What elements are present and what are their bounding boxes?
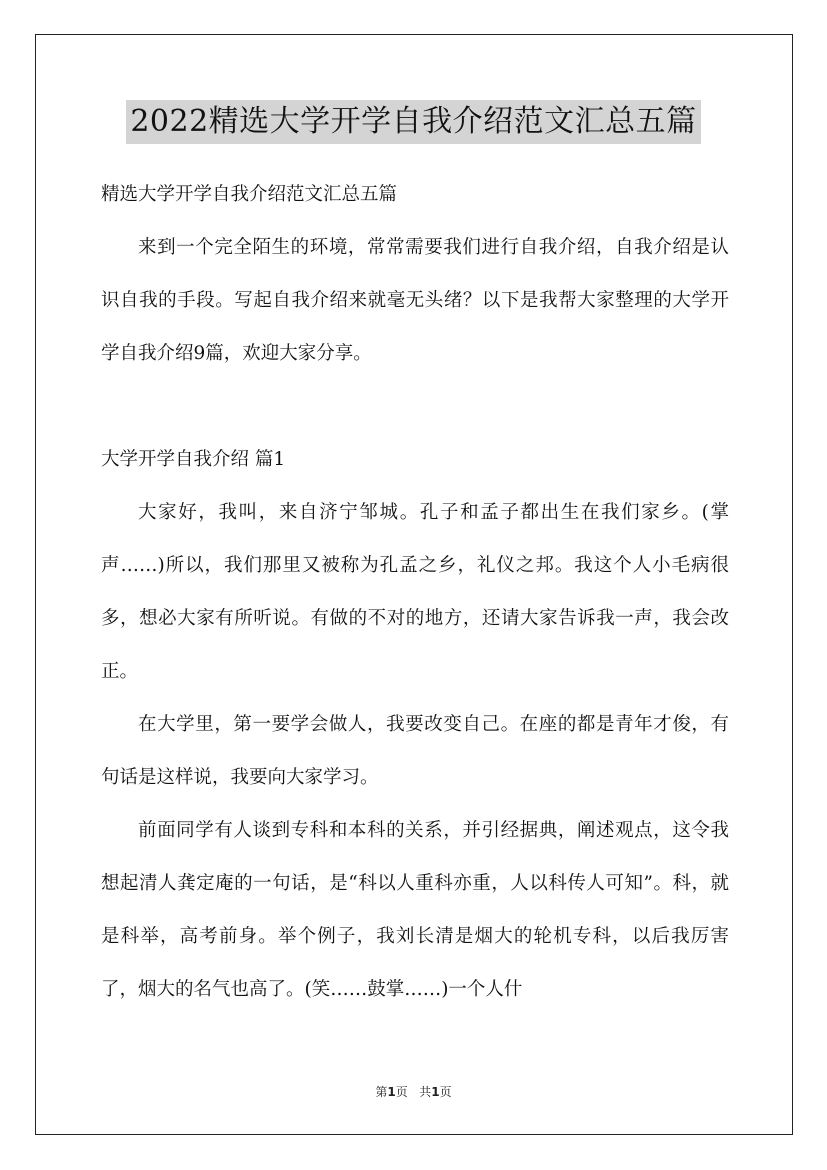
page-label-suffix: 页 (395, 1085, 408, 1099)
section-heading: 大学开学自我介绍 篇1 (101, 449, 286, 470)
page-label-prefix: 第 (375, 1085, 388, 1099)
title-container (0, 100, 827, 144)
page-number: 1 (387, 1085, 396, 1099)
total-pages: 1 (431, 1085, 440, 1099)
page-footer (0, 1083, 827, 1100)
body-paragraph: 前面同学有人谈到专科和本科的关系，并引经据典，阐述观点，这令我想起清人龚定庵的一句话，是“科以人重科亦重，人以科传人可知”。科，就是科举，高考前身。举个例子，我刘长清是烟大的轮机专科，以后我厉害了，烟大的名气也高了。(笑……鼓掌……)一个人什 (101, 820, 729, 1000)
body-paragraph: 在大学里，第一要学会做人，我要改变自己。在座的都是青年才俊，有句话是这样说，我要向大家学习。 (101, 714, 729, 788)
document-subtitle: 精选大学开学自我介绍范文汇总五篇 (101, 184, 398, 205)
body-paragraph: 大家好，我叫，来自济宁邹城。孔子和孟子都出生在我们家乡。(掌声……)所以，我们那里又被称为孔孟之乡，礼仪之邦。我这个人小毛病很多，想必大家有所听说。有做的不对的地方，还请大家告诉我一声，我会改正。 (101, 502, 729, 682)
total-label-suffix: 页 (439, 1085, 452, 1099)
total-label-prefix: 共 (419, 1085, 432, 1099)
document-title: 2022精选大学开学自我介绍范文汇总五篇 (126, 100, 700, 144)
document-body (101, 168, 729, 1016)
intro-paragraph: 来到一个完全陌生的环境，常常需要我们进行自我介绍，自我介绍是认识自我的手段。写起自我介绍来就毫无头绪？以下是我帮大家整理的大学开学自我介绍9篇，欢迎大家分享。 (101, 237, 729, 364)
